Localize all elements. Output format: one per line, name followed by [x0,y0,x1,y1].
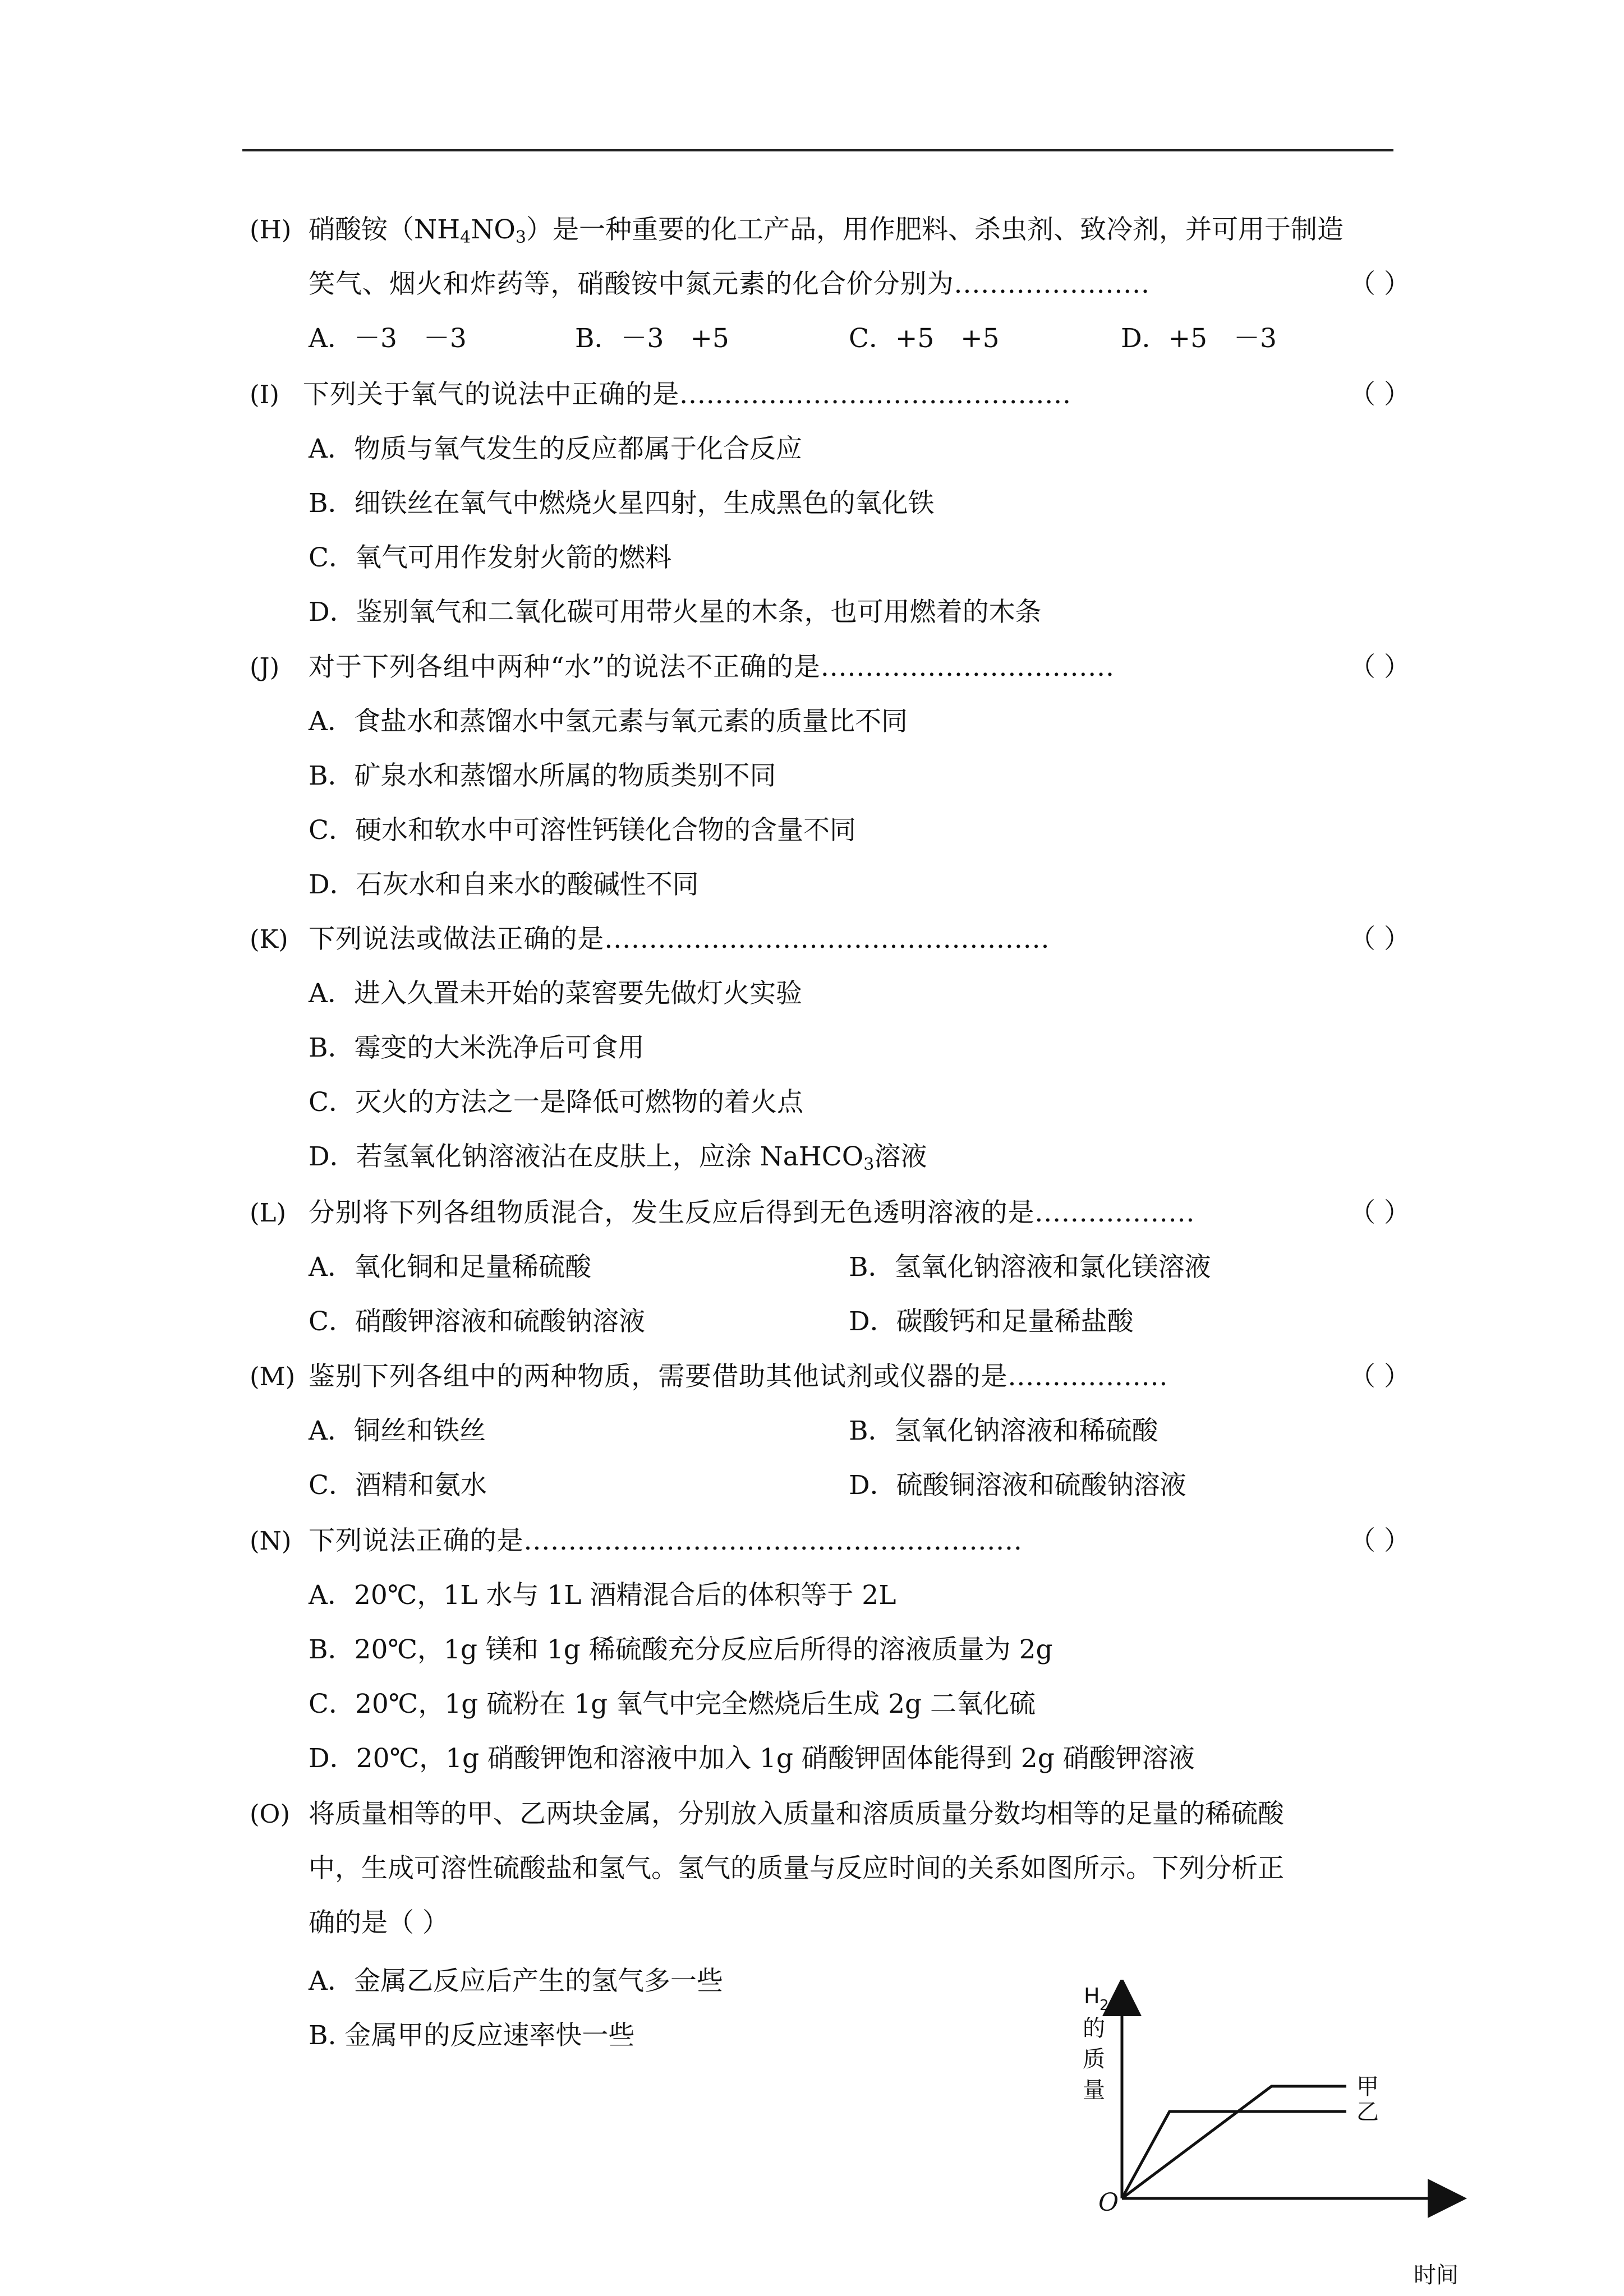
option-d: D．+5 －3 [1121,323,1277,354]
question-n [250,1524,1456,1794]
option-c: C．+5 +5 [849,323,1000,354]
question-stem: 下列关于氧气的说法中正确的是............................................ [303,379,1071,410]
option-c: C．酒精和氨水 [309,1470,487,1501]
option-c: C．硬水和软水中可溶性钙镁化合物的含量不同 [309,815,856,846]
option-b: B．氢氧化钠溶液和稀硫酸 [849,1416,1158,1446]
answer-paren: （ ） [1349,1361,1410,1392]
question-i [250,378,1456,647]
option-d: D．鉴别氧气和二氧化碳可用带火星的木条，也可用燃着的木条 [309,597,1042,628]
y-axis-label-char-1: 的 [1083,2016,1105,2041]
y-axis-label-char-2: 质 [1083,2046,1105,2072]
option-c: C．20℃，1g 硫粉在 1g 氧气中完全燃烧后生成 2g 二氧化硫 [309,1689,1036,1719]
question-stem-line-2: 中，生成可溶性硫酸盐和氢气。氢气的质量与反应时间的关系如图所示。下列分析正 [309,1853,1284,1884]
series-yi-line [1122,2111,1346,2198]
option-d: D．碳酸钙和足量稀盐酸 [849,1306,1134,1337]
option-d: D．硫酸铜溶液和硫酸钠溶液 [849,1470,1186,1501]
option-b: B．矿泉水和蒸馏水所属的物质类别不同 [309,760,776,791]
h2-mass-vs-time-graph [1060,1980,1509,2294]
option-b: B．20℃，1g 镁和 1g 稀硫酸充分反应后所得的溶液质量为 2g [309,1634,1053,1665]
option-c: C．硝酸钾溶液和硫酸钠溶液 [309,1306,645,1337]
question-stem: 下列说法或做法正确的是.................................................. [309,924,1050,955]
question-stem-line-1: 硝酸铵$(NH_4NO_3)$是一种重要的化工产品，用作肥料、杀虫剂、致冷剂，并可用于制造 [309,214,1344,247]
option-c: C．灭火的方法之一是降低可燃物的着火点 [309,1087,803,1118]
question-number: (H) [250,215,292,245]
question-stem: 鉴别下列各组中的两种物质，需要借助其他试剂或仪器的是.................. [309,1361,1168,1392]
question-stem-line-1: 将质量相等的甲、乙两块金属，分别放入质量和溶质质量分数均相等的足量的稀硫酸 [309,1799,1284,1829]
y-axis-label-h: H [1084,1984,1100,2008]
question-stem-line-2: 笑气、烟火和炸药等，硝酸铵中氮元素的化合价分别为...................... [309,269,1150,299]
question-k [250,923,1456,1192]
question-stem: 对于下列各组中两种“水”的说法不正确的是................................. [309,652,1115,683]
answer-paren: （ ） [1349,269,1410,299]
series-jia-label: 甲 [1356,2074,1379,2100]
question-number: (N) [250,1526,292,1556]
option-b: B．－3 +5 [575,323,729,354]
option-d: D．石灰水和自来水的酸碱性不同 [309,869,699,900]
origin-label: O [1098,2188,1119,2217]
question-l [250,1196,1456,1359]
question-number: (O) [250,1799,291,1829]
header-rule [242,149,1393,151]
option-b: B. 金属甲的反应速率快一些 [309,2020,635,2051]
option-b: B．氢氧化钠溶液和氯化镁溶液 [849,1252,1211,1283]
option-b: B．细铁丝在氧气中燃烧火星四射，生成黑色的氧化铁 [309,488,935,519]
option-a: A．氧化铜和足量稀硫酸 [309,1252,591,1283]
question-stem-line-3: 确的是（ ） [309,1907,449,1938]
option-a: A．进入久置未开始的菜窖要先做灯火实验 [309,978,802,1009]
answer-paren: （ ） [1349,652,1410,683]
option-a: A．铜丝和铁丝 [309,1416,486,1446]
question-number: (L) [250,1198,286,1228]
option-c: C．氧气可用作发射火箭的燃料 [309,542,671,573]
answer-paren: （ ） [1349,924,1410,955]
answer-paren: （ ） [1349,379,1410,410]
y-axis-label-char-3: 量 [1083,2077,1105,2103]
series-yi-label: 乙 [1356,2099,1379,2125]
option-a: A．20℃，1L 水与 1L 酒精混合后的体积等于 2L [309,1580,896,1611]
question-m [250,1360,1456,1523]
option-a: A．－3 －3 [309,323,467,354]
y-axis-label-sub: 2 [1099,1997,1109,2014]
option-b: B．霉变的大米洗净后可食用 [309,1032,645,1063]
option-d: D．20℃，1g 硝酸钾饱和溶液中加入 1g 硝酸钾固体能得到 2g 硝酸钾溶液 [309,1743,1195,1774]
question-h [250,213,1456,359]
option-a: A．金属乙反应后产生的氢气多一些 [309,1966,723,1997]
question-stem: 下列说法正确的是........................................................ [309,1525,1023,1556]
answer-paren: （ ） [1349,1197,1410,1228]
question-number: (I) [250,380,279,409]
series-jia-line [1122,2086,1346,2198]
option-a: A．物质与氧气发生的反应都属于化合反应 [309,434,802,464]
question-number: (M) [250,1362,296,1391]
option-a: A．食盐水和蒸馏水中氢元素与氧元素的质量比不同 [309,706,908,737]
option-d: D．若氢氧化钠溶液沾在皮肤上，应涂 NaHCO$_3$溶液 [309,1141,927,1174]
question-j [250,651,1456,920]
question-number: (K) [250,924,288,954]
answer-paren: （ ） [1349,1525,1410,1556]
question-number: (J) [250,652,280,682]
question-stem: 分别将下列各组物质混合，发生反应后得到无色透明溶液的是.................. [309,1197,1195,1228]
x-axis-label: 时间 [1414,2262,1459,2288]
